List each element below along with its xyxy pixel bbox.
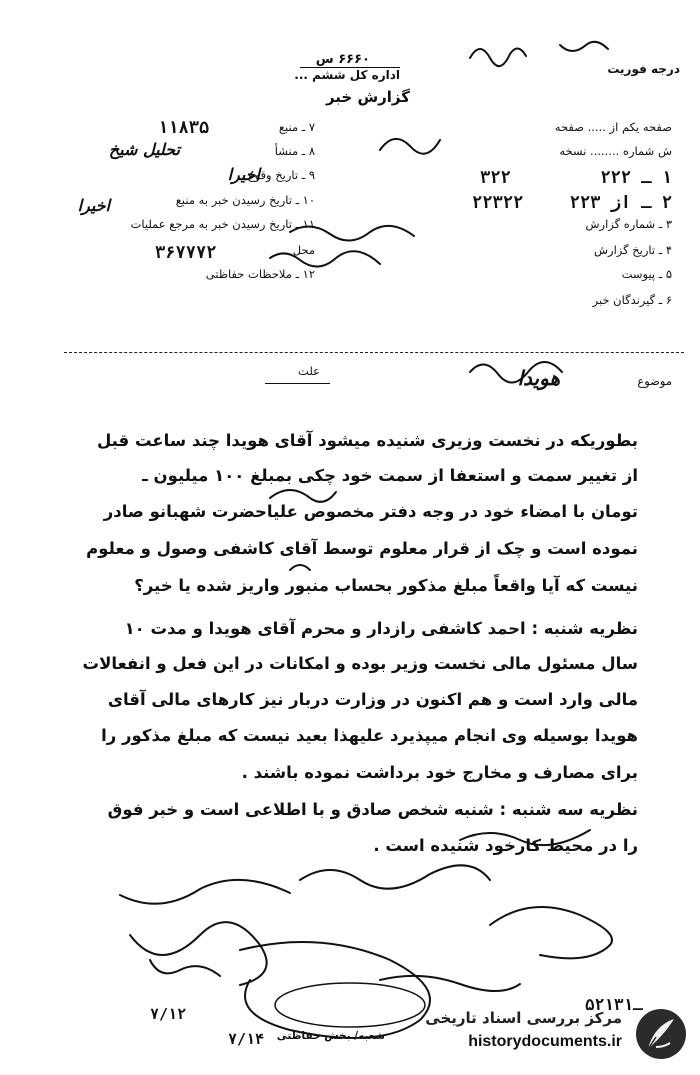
origin-handwritten: تحلیل شیخ bbox=[108, 140, 180, 159]
body-line-12: را در محیط کارخود شنیده است . bbox=[373, 836, 638, 855]
watermark-url: historydocuments.ir bbox=[468, 1033, 622, 1050]
body-line-6: نظریه شنبه : احمد کاشفی رازدار و محرم آقای هویدا و مدت ۱۰ bbox=[124, 619, 638, 638]
footer-stamp-oval bbox=[275, 983, 425, 1027]
form-field-2: ۲ ـ از ۲۲۳ bbox=[569, 193, 672, 213]
urgency-label: درجه فوریت bbox=[607, 62, 680, 76]
form-place-label: محل bbox=[292, 243, 315, 257]
body-overwrite-1 bbox=[270, 490, 336, 502]
body-line-5: نیست که آیا واقعاً مبلغ مذکور بحساب منبور واریز شده یا خیر؟ bbox=[134, 576, 638, 595]
body-line-3: تومان با امضاء خود در وجه دفتر مخصوص علیاحضرت شهبانو صادر bbox=[103, 502, 638, 521]
report-number-handwritten: ۳۲۲ bbox=[480, 168, 511, 188]
body-line-10: برای مصارف و مخارج خود برداشت نموده باشند . bbox=[241, 763, 638, 782]
footer-stamp-number: ۵۲ـ۱۳۱ bbox=[585, 995, 643, 1014]
form-received-source-label: ۱۰ ـ تاریخ رسیدن خبر به منبع bbox=[175, 193, 315, 207]
footer-date-a: ۷/۱۲ bbox=[150, 1005, 187, 1023]
footer-unit-label: شعبه/ بخش حفاظتی bbox=[276, 1030, 385, 1042]
report-number-scribble bbox=[290, 226, 414, 241]
form-origin-label: ۸ ـ منشأ bbox=[274, 144, 315, 158]
occurrence-handwritten: اخیرا bbox=[227, 165, 260, 184]
body-line-7: سال مسئول مالی نخست وزیر بوده و امکانات در این فعل و انفعالات bbox=[82, 654, 638, 673]
received-handwritten: اخیرا bbox=[77, 196, 110, 215]
report-date-scribble bbox=[270, 251, 380, 266]
subject-scribble bbox=[470, 362, 562, 383]
from-number-handwritten: ۲۲۳۲۲ bbox=[472, 193, 524, 213]
subject-value: هویدا bbox=[517, 366, 560, 390]
header-scribble-1 bbox=[470, 48, 526, 66]
form-field-1: ۱ ـ ۲۲۲ bbox=[600, 168, 672, 188]
form-recipients-label: ۶ ـ گیرندگان خبر bbox=[592, 293, 672, 307]
form-report-date-label: ۴ ـ تاریخ گزارش bbox=[593, 243, 672, 257]
signature-2 bbox=[460, 830, 590, 845]
body-line-9: هویدا بوسیله وی انجام میپذیرد علیهذا بعید نیست که مبلغ مذکور را bbox=[101, 726, 638, 745]
signature-1 bbox=[300, 865, 490, 888]
form-copy-number: ش شماره ........ نسخه bbox=[559, 144, 672, 158]
footer-date-b: ۷/۱۴ bbox=[228, 1030, 265, 1048]
copy-scribble bbox=[380, 139, 440, 154]
signature-4 bbox=[490, 907, 612, 958]
department-label: اداره کل ششم ... bbox=[294, 68, 400, 82]
form-pages: صفحه یکم از ..... صفحه bbox=[554, 120, 672, 134]
body-line-8: مالی وارد است و هم اکنون در وزارت دربار نیز کارهای مالی آقای bbox=[107, 690, 638, 709]
header-scribble-2 bbox=[560, 42, 608, 51]
subject-label: موضوع bbox=[637, 374, 672, 388]
report-title: گزارش خبر bbox=[325, 88, 410, 106]
form-report-number-label: ۳ ـ شماره گزارش bbox=[585, 217, 672, 231]
watermark-title: مرکز بررسی اسناد تاریخی bbox=[425, 1009, 622, 1027]
signature-5 bbox=[130, 922, 267, 985]
form-received-ops-label: ۱۱ ـ تاریخ رسیدن خبر به مرجع عملیات bbox=[130, 217, 315, 231]
form-security-notes-label: ۱۲ ـ ملاحظات حفاظتی bbox=[205, 267, 315, 281]
form-source-label: ۷ ـ منبع bbox=[278, 120, 315, 134]
form-attachment-label: ۵ ـ پیوست bbox=[621, 267, 672, 281]
body-line-1: بطوریکه در نخست وزیری شنیده میشود آقای هویدا چند ساعت قبل bbox=[96, 431, 638, 450]
archive-watermark bbox=[413, 1007, 688, 1059]
signature-3 bbox=[120, 880, 290, 904]
feather-quill-icon bbox=[634, 1007, 688, 1061]
subject-side-label: علت bbox=[298, 364, 320, 378]
stamp-top: ۶۶۶۰ س bbox=[315, 52, 370, 67]
signature-8 bbox=[150, 960, 220, 976]
source-number: ۱۱۸۳۵ bbox=[158, 118, 210, 138]
body-line-4: نموده است و چک از قرار معلوم توسط آقای کاشفی وصول و معلوم bbox=[86, 539, 638, 558]
signature-6 bbox=[240, 942, 430, 1038]
body-overwrite-2 bbox=[290, 565, 310, 570]
form-occurrence-label: ۹ ـ تاریخ وقوع bbox=[247, 168, 315, 182]
place-number: ۳۶۷۷۷۲ bbox=[155, 243, 217, 263]
body-line-11: نظریه سه شنبه : شنبه شخص صادق و با اطلاعی است و خبر فوق bbox=[107, 800, 638, 819]
body-line-2: از تغییر سمت و استعفا از سمت خود چکی بمبلغ ۱۰۰ میلیون ـ bbox=[142, 466, 638, 485]
